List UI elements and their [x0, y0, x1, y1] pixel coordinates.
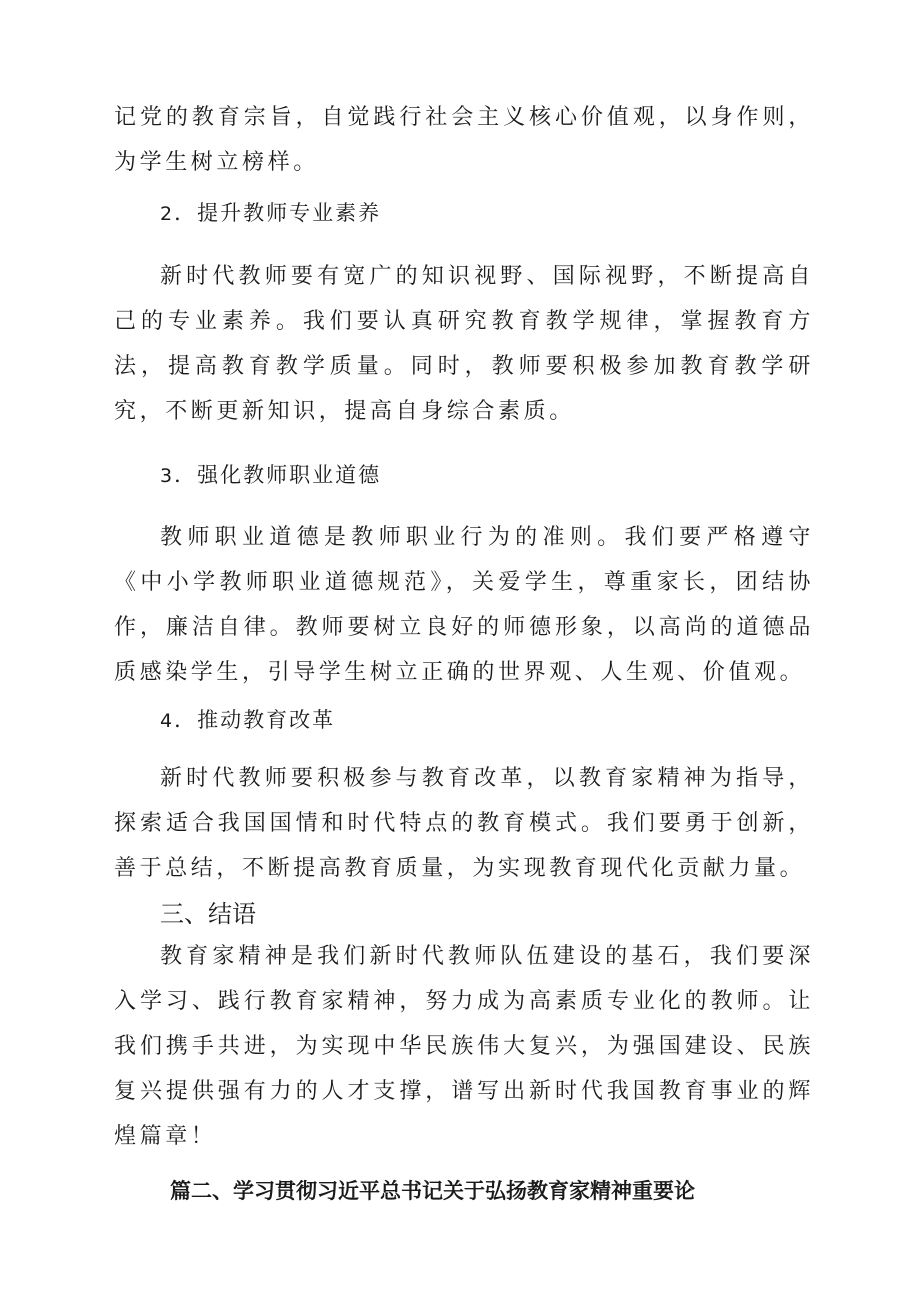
section-title-conclusion: 三、结语: [160, 900, 256, 928]
paragraph-professional-ethics: 教师职业道德是教师职业行为的准则。我们要严格遵守《中小学教师职业道德规范》，关爱学生，尊重家长，团结协作，廉洁自律。教师要树立良好的师德形象，以高尚的道德品质感染学生，引导学生树立正确的世界观、人生观、价值观。: [114, 525, 814, 685]
heading-4-number: 4: [160, 710, 175, 732]
heading-3-text: ．强化教师职业道德: [174, 463, 382, 487]
paragraph-conclusion: 教育家精神是我们新时代教师队伍建设的基石，我们要深入学习、践行教育家精神，努力成为高素质专业化的教师。让我们携手共进，为实现中华民族伟大复兴，为强国建设、民族复兴提供强有力的人才支撑，谱写出新时代我国教育事业的辉煌篇章！: [114, 944, 814, 1149]
heading-2-number: 2: [160, 203, 175, 225]
heading-4: [160, 705, 335, 736]
heading-4-text: ．推动教育改革: [174, 708, 336, 732]
next-article-title: 篇二、学习贯彻习近平总书记关于弘扬教育家精神重要论: [170, 1179, 695, 1203]
heading-3: [160, 460, 381, 491]
heading-2: [160, 198, 381, 229]
paragraph-professional-quality: 新时代教师要有宽广的知识视野、国际视野，不断提高自己的专业素养。我们要认真研究教育教学规律，掌握教育方法，提高教育教学质量。同时，教师要积极参加教育教学研究，不断更新知识，提高自身综合素质。: [114, 264, 814, 424]
paragraph-continued: 记党的教育宗旨，自觉践行社会主义核心价值观，以身作则，为学生树立榜样。: [114, 105, 814, 175]
paragraph-education-reform: 新时代教师要积极参与教育改革，以教育家精神为指导，探索适合我国国情和时代特点的教育模式。我们要勇于创新，善于总结，不断提高教育质量，为实现教育现代化贡献力量。: [114, 766, 814, 881]
heading-2-text: ．提升教师专业素养: [174, 201, 382, 225]
heading-3-number: 3: [160, 465, 175, 487]
